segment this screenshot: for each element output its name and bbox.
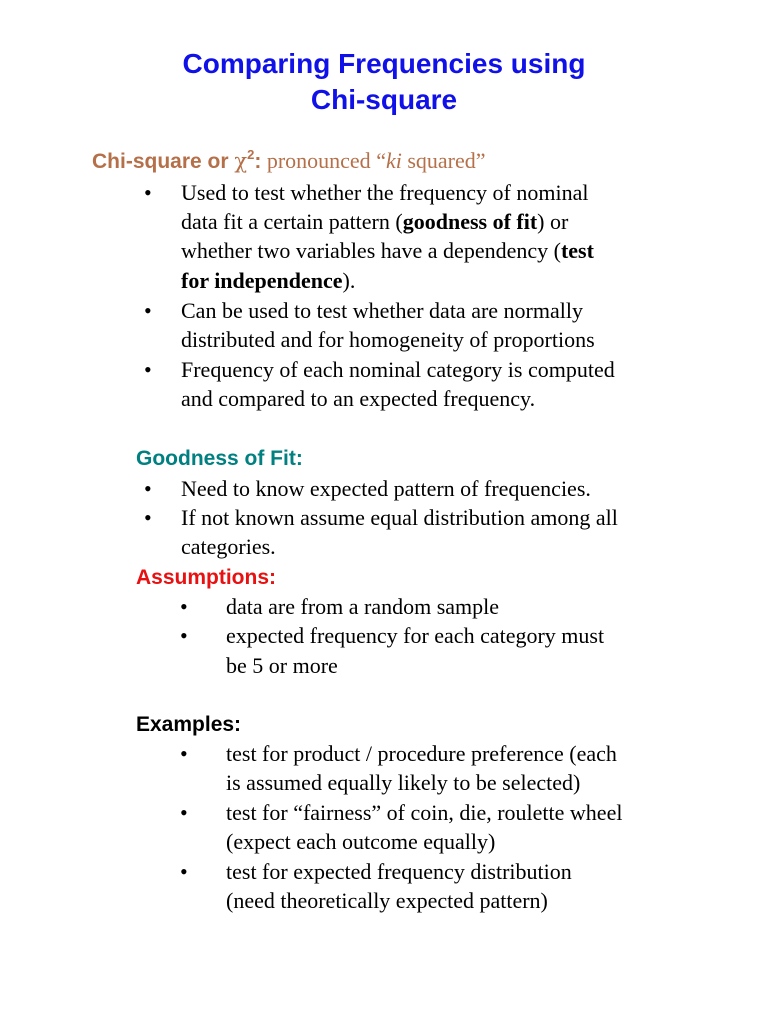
- examples-bullet-3-marker: •: [180, 859, 188, 884]
- pronounced-prefix: pronounced: [261, 148, 377, 173]
- goodness-bullet-2-line-2: categories.: [181, 534, 276, 559]
- pronounced-ki: ki: [385, 148, 402, 173]
- examples-bullet-3-line-1: test for expected frequency distribution: [226, 859, 572, 884]
- intro-bullet-3-line-1: Frequency of each nominal category is computed: [181, 357, 615, 382]
- chi-exponent: 2: [247, 147, 255, 162]
- chi-symbol: χ: [234, 149, 248, 173]
- assumptions-bullet-2-line-2: be 5 or more: [226, 653, 338, 678]
- examples-bullet-1-marker: •: [180, 741, 188, 766]
- intro-bullet-2-line-1: Can be used to test whether data are normally: [181, 298, 583, 323]
- for-independence-term: for independence: [181, 268, 343, 293]
- examples-bullet-2-marker: •: [180, 800, 188, 825]
- pronounced-rest: squared”: [401, 148, 486, 173]
- intro-bullet-1-line-4-b: ).: [342, 268, 356, 293]
- intro-bullet-1-line-4: [181, 266, 355, 296]
- intro-bullet-2-line-2: distributed and for homogeneity of proportions: [181, 327, 595, 352]
- intro-bullet-1-line-3: [181, 236, 594, 266]
- goodness-bullet-1-marker: •: [144, 476, 152, 501]
- assumptions-bullet-2-line-1: expected frequency for each category must: [226, 623, 605, 648]
- goodness-bullet-1-line-1: Need to know expected pattern of frequencies.: [181, 476, 591, 501]
- chi-heading-colon: :: [254, 150, 262, 173]
- intro-bullet-1-line-2-c: ) or: [537, 209, 569, 234]
- goodness-bullet-2-line-1: If not known assume equal distribution among all: [181, 505, 618, 530]
- intro-bullet-1-marker: •: [144, 180, 152, 205]
- page-title-line-1: Comparing Frequencies using: [182, 48, 586, 79]
- test-term: test: [560, 238, 594, 263]
- assumptions-bullet-1-marker: •: [180, 594, 188, 619]
- examples-bullet-1-line-1: test for product / procedure preference (each: [226, 741, 617, 766]
- goodness-bullet-2-marker: •: [144, 505, 152, 530]
- intro-bullet-3-line-2: and compared to an expected frequency.: [181, 386, 536, 411]
- intro-bullet-1-line-1: Used to test whether the frequency of nominal: [181, 180, 589, 205]
- examples-bullet-3-line-2: (need theoretically expected pattern): [226, 888, 548, 913]
- intro-bullet-1-line-2: [181, 207, 568, 237]
- intro-bullet-1-line-2-a: data fit a certain pattern (: [181, 209, 403, 234]
- examples-bullet-1-line-2: is assumed equally likely to be selected): [226, 770, 581, 795]
- assumptions-heading: Assumptions:: [136, 566, 277, 589]
- intro-bullet-3-marker: •: [144, 357, 152, 382]
- pronounced-quote-open: “: [376, 148, 386, 173]
- examples-bullet-2-line-1: test for “fairness” of coin, die, roulette wheel: [226, 800, 623, 825]
- goodness-of-fit-term: goodness of fit: [402, 209, 538, 234]
- examples-bullet-2-line-2: (expect each outcome equally): [226, 829, 496, 854]
- intro-bullet-1-line-3-a: whether two variables have a dependency (: [181, 238, 561, 263]
- examples-heading: Examples:: [136, 713, 242, 736]
- assumptions-bullet-1-line-1: data are from a random sample: [226, 594, 500, 619]
- chi-square-heading-label: Chi-square or: [92, 150, 235, 173]
- goodness-of-fit-heading: Goodness of Fit:: [136, 447, 303, 470]
- chi-square-heading: [92, 146, 486, 177]
- page-title-line-2: Chi-square: [310, 84, 458, 115]
- intro-bullet-2-marker: •: [144, 298, 152, 323]
- assumptions-bullet-2-marker: •: [180, 623, 188, 648]
